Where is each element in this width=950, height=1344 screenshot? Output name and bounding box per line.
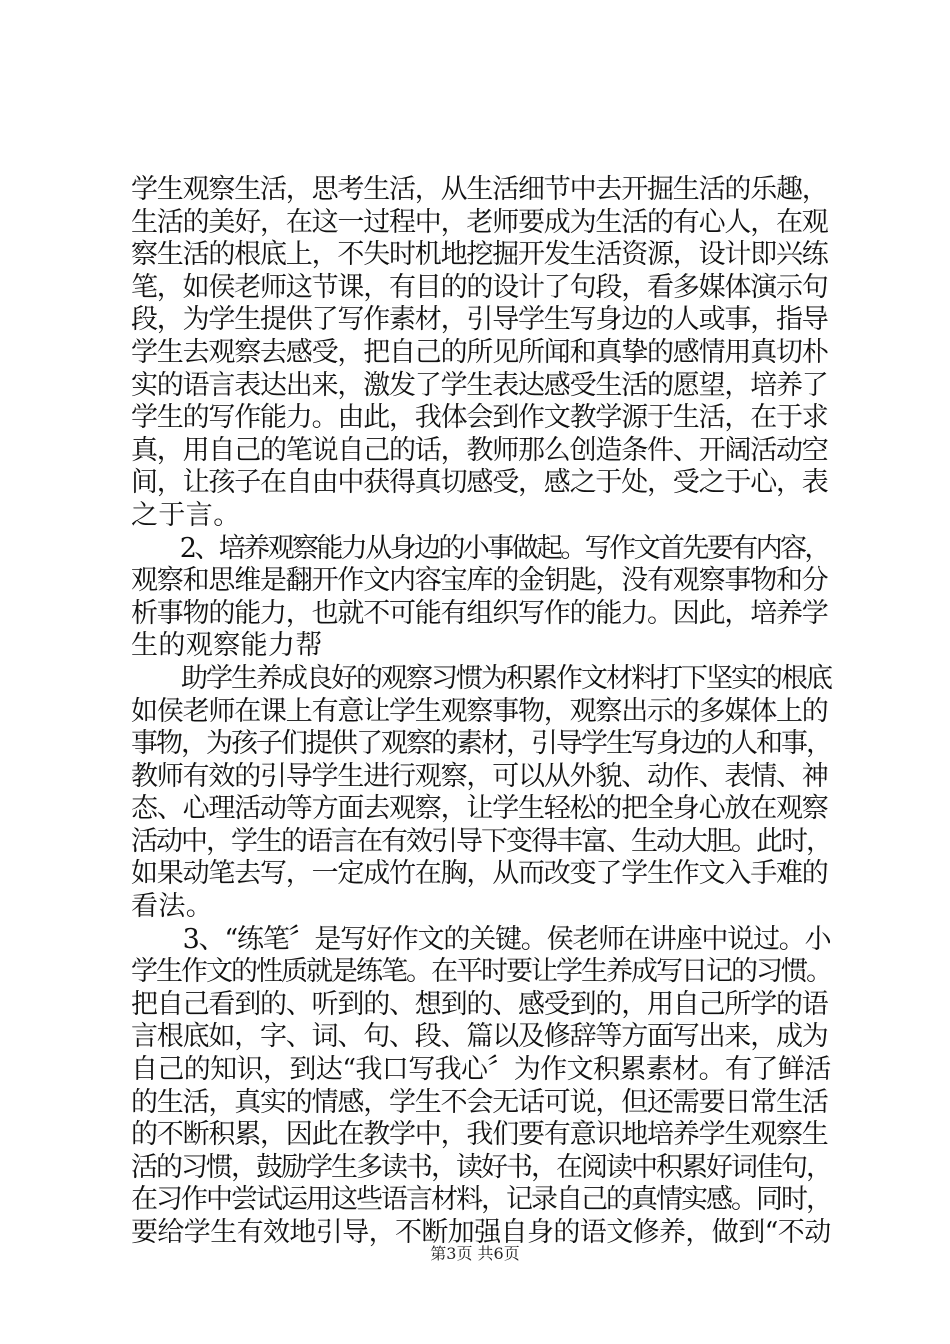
text-line: 活的习惯，鼓励学生多读书，读好书，在阅读中积累好词佳句， xyxy=(131,1151,831,1183)
page-footer: 第3页 共6页 xyxy=(430,1244,520,1263)
document-body xyxy=(131,174,831,1250)
text-line: 如侯老师在课上有意让学生观察事物，观察出示的多媒体上的 xyxy=(131,695,828,727)
text-line: 看法。 xyxy=(131,891,214,923)
text-line: 的生活，真实的情感，学生不会无话可说，但还需要日常生活 xyxy=(131,1086,828,1118)
text-line: 把自己看到的、听到的、想到的、感受到的，用自己所学的语 xyxy=(131,988,828,1020)
text-line: 生活的美好，在这一过程中，老师要成为生活的有心人，在观 xyxy=(131,206,828,238)
text-line: 自己的知识，到达“我口写我心〞为作文积累素材。有了鲜活 xyxy=(131,1054,831,1086)
text-line: 笔，如侯老师这节课，有目的的设计了句段，看多媒体演示句 xyxy=(131,271,828,303)
text-line: 察生活的根底上，不失时机地挖掘开发生活资源，设计即兴练 xyxy=(131,239,828,271)
text-line: 学生观察生活，思考生活，从生活细节中去开掘生活的乐趣， xyxy=(131,174,828,205)
text-line: 事物，为孩子们提供了观察的素材，引导学生写身边的人和事， xyxy=(131,728,831,760)
text-line: 言根底如，字、词、句、段、篇以及修辞等方面写出来，成为 xyxy=(131,1021,828,1053)
text-line: 真，用自己的笔说自己的话，教师那么创造条件、开阔活动空 xyxy=(131,434,828,466)
text-line: 教师有效的引导学生进行观察，可以从外貌、动作、表情、神 xyxy=(131,760,828,792)
text-line: 生的观察能力帮 xyxy=(131,630,323,662)
text-line: 析事物的能力，也就不可能有组织写作的能力。因此，培养学 xyxy=(131,597,828,629)
text-line: 在习作中尝试运用这些语言材料，记录自己的真情实感。同时， xyxy=(131,1184,831,1216)
text-line: 如果动笔去写，一定成竹在胸，从而改变了学生作文入手难的 xyxy=(131,858,828,890)
text-line: 观察和思维是翻开作文内容宝库的金钥匙，没有观察事物和分 xyxy=(131,565,828,597)
text-line: 学生作文的性质就是练笔。在平时要让学生养成写日记的习惯。 xyxy=(131,956,831,988)
text-line: 之于言。 xyxy=(131,499,241,531)
text-line: 间，让孩子在自由中获得真切感受，感之于处，受之于心，表 xyxy=(131,467,828,499)
text-line: 的不断积累，因此在教学中，我们要有意识地培养学生观察生 xyxy=(131,1119,828,1151)
text-line: 态、心理活动等方面去观察，让学生轻松的把全身心放在观察 xyxy=(131,793,828,825)
text-line: 实的语言表达出来，激发了学生表达感受生活的愿望，培养了 xyxy=(131,369,828,401)
text-line: 活动中，学生的语言在有效引导下变得丰富、生动大胆。此时， xyxy=(131,825,831,857)
text-line: 2、培养观察能力从身边的小事做起。写作文首先要有内容， xyxy=(131,532,829,564)
text-line: 要给学生有效地引导，不断加强自身的语文修养，做到“不动 xyxy=(131,1217,831,1248)
text-line: 学生去观察去感受，把自己的所见所闻和真挚的感情用真切朴 xyxy=(131,336,828,368)
text-line: 3、“练笔〞是写好作文的关键。侯老师在讲座中说过。小 xyxy=(131,923,831,955)
text-line: 学生的写作能力。由此，我体会到作文教学源于生活，在于求 xyxy=(131,402,828,434)
text-line: 段，为学生提供了写作素材，引导学生写身边的人或事，指导 xyxy=(131,304,828,336)
text-line: 助学生养成良好的观察习惯为积累作文材料打下坚实的根底 xyxy=(131,662,831,694)
